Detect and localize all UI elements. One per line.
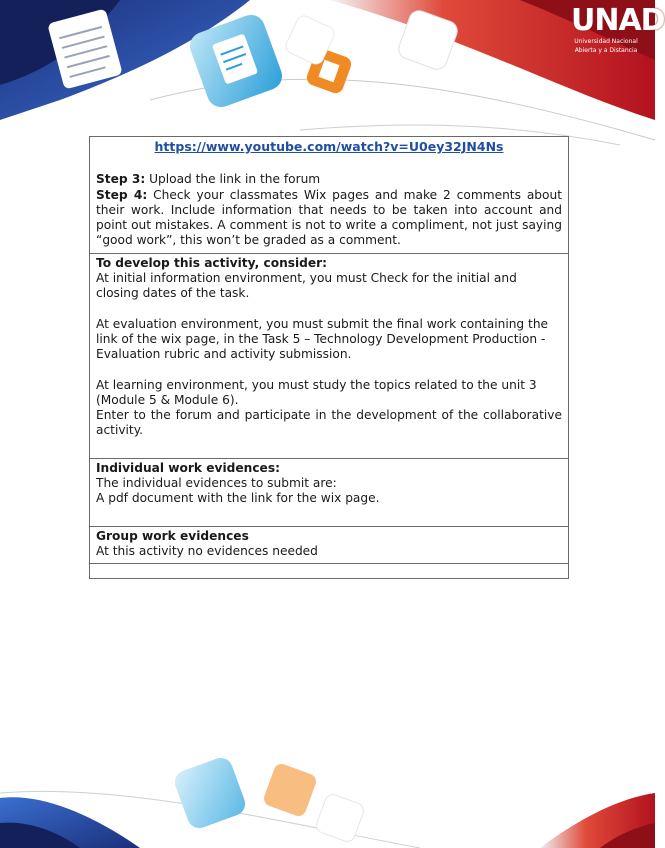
empty-row [90,564,568,578]
header-banner [0,0,665,150]
logo-subtitle-2: Abierta y a Distancia [574,47,638,54]
individual-line-2: A pdf document with the link for the wix page. [96,491,380,506]
group-text: At this activity no evidences needed [96,543,318,558]
develop-paragraph-4: Enter to the forum and participate in the development of the collaborative activity. [96,408,562,438]
steps-cell [90,155,568,253]
individual-cell [90,459,568,527]
step-4-label: Step 4: [96,187,148,202]
step-3-text: Upload the link in the forum [145,172,321,187]
group-cell [90,527,568,565]
footer-banner [0,738,655,848]
step-3 [96,172,562,187]
link-row [90,137,568,155]
develop-paragraph-3: At learning environment, you must study the topics related to the unit 3 (Module 5 & Module 6). [96,377,537,407]
step-3-label: Step 3: [96,172,146,187]
step-4 [96,188,562,249]
activity-table [89,136,569,579]
logo-wordmark: UNAD [571,3,665,38]
unad-logo [571,3,665,54]
develop-heading: To develop this activity, consider: [96,255,328,270]
youtube-link[interactable]: https://www.youtube.com/watch?v=U0ey32JN4Ns [154,139,504,154]
develop-paragraph-2: At evaluation environment, you must submit the final work containing the link of the wix page, in the Task 5 – Technology Development Production - Evaluation rubric and activity submission. [96,316,549,362]
individual-line-1: The individual evidences to submit are: [96,476,337,491]
develop-paragraph-1: At initial information environment, you must Check for the initial and closing dates of the task. [96,271,517,301]
develop-cell [90,254,568,459]
group-heading: Group work evidences [96,528,249,543]
step-4-text: Check your classmates Wix pages and make 2 comments about their work. Include information that needs to be taken into account and point out mistakes. A comment is not to write a compliment, not just saying “good work”, this won’t be graded as a comment. [96,187,562,248]
logo-subtitle-1: Universidad Nacional [574,38,638,45]
individual-heading: Individual work evidences: [96,460,280,475]
